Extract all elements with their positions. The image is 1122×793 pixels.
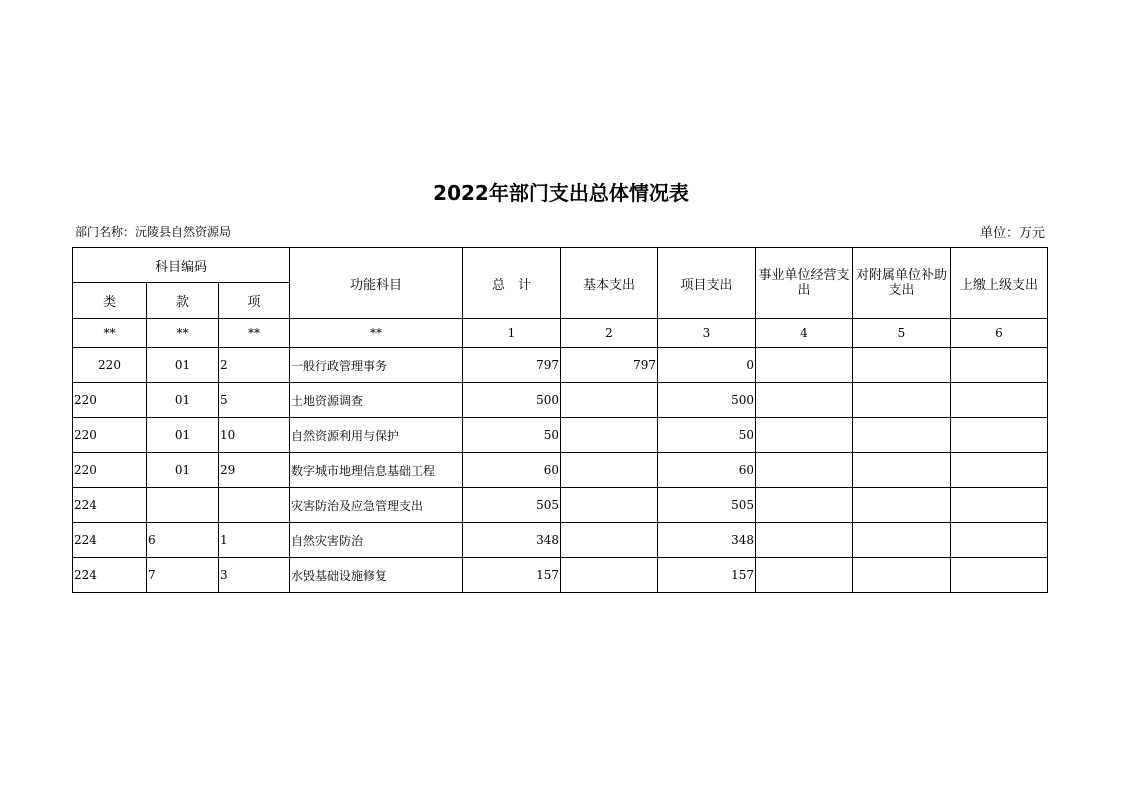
cell-project: 60 [658, 453, 756, 488]
department-label: 部门名称：沅陵县自然资源局 [75, 225, 232, 239]
index-cell: 1 [463, 319, 561, 348]
cell-kuan: 01 [147, 418, 219, 453]
cell-kuan: 7 [147, 558, 219, 593]
header-subsidy: 对附属单位补助支出 [853, 248, 951, 319]
header-function-subject: 功能科目 [290, 248, 463, 319]
cell-business [756, 348, 853, 383]
header-basic: 基本支出 [561, 248, 658, 319]
header-total: 总 计 [463, 248, 561, 319]
cell-total: 157 [463, 558, 561, 593]
cell-total: 60 [463, 453, 561, 488]
cell-xiang: 5 [219, 383, 290, 418]
cell-project: 157 [658, 558, 756, 593]
cell-lei: 224 [73, 558, 147, 593]
index-cell: ** [73, 319, 147, 348]
cell-lei: 220 [73, 348, 147, 383]
page-title: 2022年部门支出总体情况表 [433, 181, 689, 205]
cell-business [756, 523, 853, 558]
cell-name: 灾害防治及应急管理支出 [290, 488, 463, 523]
cell-kuan: 01 [147, 453, 219, 488]
header-business: 事业单位经营支出 [756, 248, 853, 319]
table-row [73, 488, 1048, 523]
cell-subsidy [853, 418, 951, 453]
cell-upper [951, 558, 1048, 593]
index-cell: 2 [561, 319, 658, 348]
cell-project: 500 [658, 383, 756, 418]
cell-upper [951, 418, 1048, 453]
cell-total: 500 [463, 383, 561, 418]
cell-basic [561, 453, 658, 488]
table-row [73, 558, 1048, 593]
index-row [73, 319, 1048, 348]
cell-name: 土地资源调查 [290, 383, 463, 418]
cell-kuan [147, 488, 219, 523]
cell-xiang: 3 [219, 558, 290, 593]
expenditure-table [72, 247, 1048, 593]
unit-label: 单位：万元 [979, 226, 1045, 241]
cell-name: 水毁基础设施修复 [290, 558, 463, 593]
cell-business [756, 453, 853, 488]
table-row [73, 523, 1048, 558]
cell-subsidy [853, 523, 951, 558]
cell-project: 50 [658, 418, 756, 453]
index-cell: 4 [756, 319, 853, 348]
cell-subsidy [853, 558, 951, 593]
cell-lei: 224 [73, 523, 147, 558]
cell-xiang: 2 [219, 348, 290, 383]
cell-upper [951, 488, 1048, 523]
cell-basic [561, 488, 658, 523]
cell-business [756, 383, 853, 418]
cell-lei: 220 [73, 453, 147, 488]
cell-xiang: 1 [219, 523, 290, 558]
cell-name: 自然资源利用与保护 [290, 418, 463, 453]
table-row [73, 453, 1048, 488]
cell-project: 348 [658, 523, 756, 558]
header-row-1 [73, 248, 1048, 283]
cell-basic [561, 558, 658, 593]
cell-total: 797 [463, 348, 561, 383]
cell-name: 一般行政管理事务 [290, 348, 463, 383]
cell-business [756, 418, 853, 453]
cell-upper [951, 348, 1048, 383]
header-upper: 上缴上级支出 [951, 248, 1048, 319]
table-row [73, 418, 1048, 453]
index-cell: 3 [658, 319, 756, 348]
cell-upper [951, 523, 1048, 558]
index-cell: ** [147, 319, 219, 348]
header-lei: 类 [73, 283, 147, 319]
index-cell: ** [219, 319, 290, 348]
header-project: 项目支出 [658, 248, 756, 319]
cell-total: 50 [463, 418, 561, 453]
cell-basic: 797 [561, 348, 658, 383]
header-xiang: 项 [219, 283, 290, 319]
cell-business [756, 488, 853, 523]
cell-business [756, 558, 853, 593]
header-subject-code: 科目编码 [73, 248, 290, 283]
cell-xiang: 29 [219, 453, 290, 488]
cell-xiang [219, 488, 290, 523]
cell-basic [561, 383, 658, 418]
table-row [73, 383, 1048, 418]
cell-upper [951, 383, 1048, 418]
cell-subsidy [853, 348, 951, 383]
cell-kuan: 6 [147, 523, 219, 558]
cell-project: 505 [658, 488, 756, 523]
cell-lei: 220 [73, 383, 147, 418]
cell-subsidy [853, 453, 951, 488]
cell-upper [951, 453, 1048, 488]
header-kuan: 款 [147, 283, 219, 319]
cell-subsidy [853, 488, 951, 523]
cell-total: 505 [463, 488, 561, 523]
cell-basic [561, 523, 658, 558]
cell-name: 自然灾害防治 [290, 523, 463, 558]
cell-name: 数字城市地理信息基础工程 [290, 453, 463, 488]
cell-lei: 224 [73, 488, 147, 523]
index-cell: 5 [853, 319, 951, 348]
cell-basic [561, 418, 658, 453]
cell-kuan: 01 [147, 348, 219, 383]
cell-kuan: 01 [147, 383, 219, 418]
cell-xiang: 10 [219, 418, 290, 453]
index-cell: ** [290, 319, 463, 348]
cell-project: 0 [658, 348, 756, 383]
table-row [73, 348, 1048, 383]
cell-total: 348 [463, 523, 561, 558]
index-cell: 6 [951, 319, 1048, 348]
cell-lei: 220 [73, 418, 147, 453]
cell-subsidy [853, 383, 951, 418]
